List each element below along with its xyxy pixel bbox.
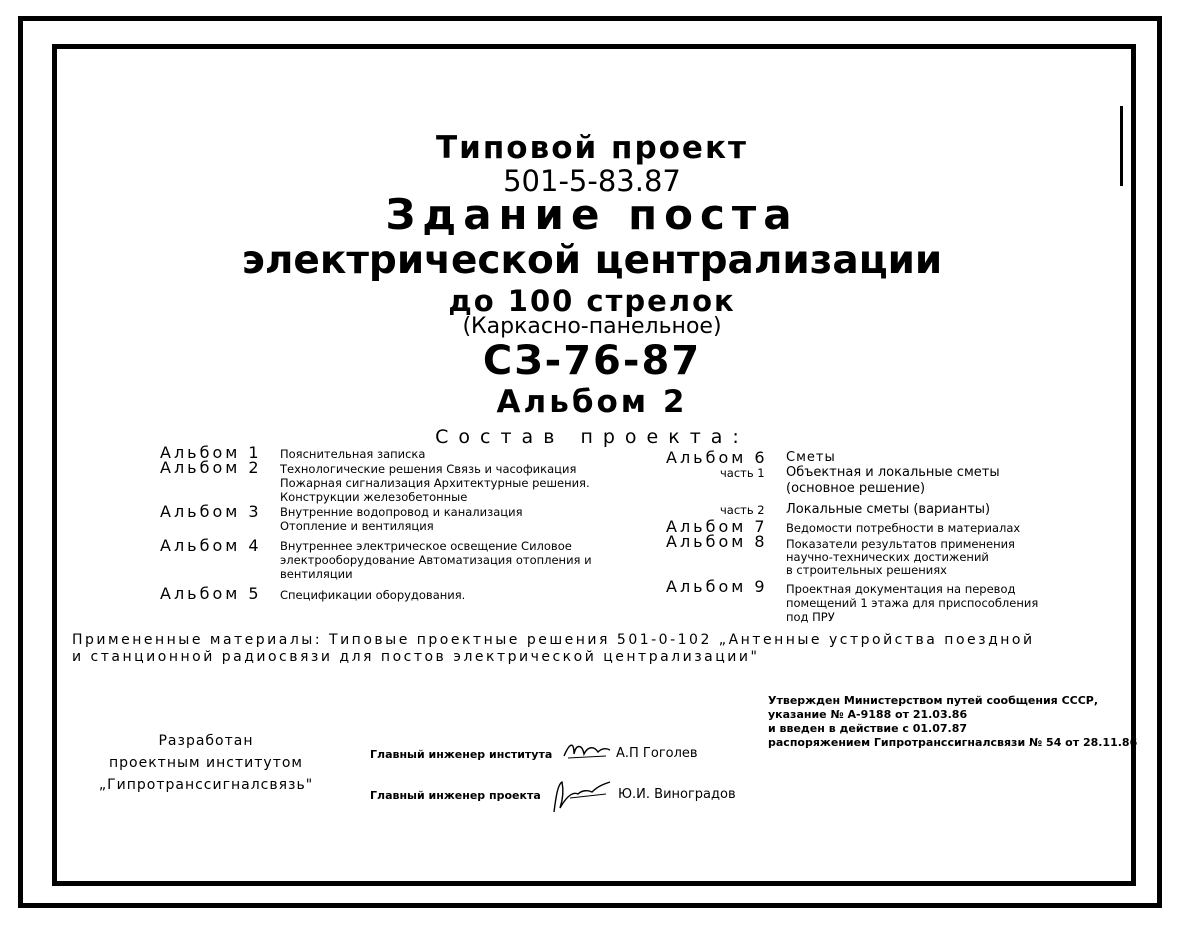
building-subtitle: электрической централизации <box>241 238 943 283</box>
album-1-label: Альбом 1 <box>160 443 262 462</box>
album-2-line: Пожарная сигнализация Архитектурные решения. <box>280 476 590 490</box>
album-3-line: Внутренние водопровод и канализация <box>280 505 523 519</box>
series-code: СЗ-76-87 <box>482 338 702 384</box>
developer-line: Разработан <box>158 733 254 749</box>
part-2-text: Локальные сметы (варианты) <box>786 502 991 517</box>
album-9-line: Проектная документация на перевод <box>786 582 1016 596</box>
signature-role: Главный инженер проекта <box>370 789 541 802</box>
doc-type: Типовой проект <box>436 130 748 166</box>
album-7-label: Альбом 7 <box>666 517 768 536</box>
album-3-label: Альбом 3 <box>160 502 262 521</box>
approval-line: Утвержден Министерством путей сообщения СССР, <box>768 694 1099 707</box>
approval-line: распоряжением Гипротранссигналсвязи № 54 от 28.11.86 <box>768 736 1138 749</box>
album-2-label: Альбом 2 <box>160 458 262 477</box>
album-3-line: Отопление и вентиляция <box>280 519 434 533</box>
album-4-line: Внутреннее электрическое освещение Силовое <box>280 539 572 553</box>
applied-materials-line: Примененные материалы: Типовые проектные решения 501-0-102 „Антенные устройства поездной <box>72 632 1035 648</box>
album-title: Альбом 2 <box>496 384 688 420</box>
album-2-line: Конструкции железобетонные <box>280 490 468 504</box>
developer-line: проектным институтом <box>109 755 303 771</box>
composition-heading: Состав проекта: <box>435 426 749 448</box>
capacity: до 100 стрелок <box>448 284 736 318</box>
part-2-label: часть 2 <box>720 503 765 517</box>
applied-materials <box>72 632 1035 666</box>
album-4-line: вентиляции <box>280 567 353 581</box>
part-1-line: (основное решение) <box>786 481 926 496</box>
signature-role: Главный инженер института <box>370 748 553 761</box>
approval-block <box>768 694 1137 750</box>
album-5-label: Альбом 5 <box>160 584 262 603</box>
construction-type: (Каркасно-панельное) <box>462 314 722 339</box>
approval-line: указание № А-9188 от 21.03.86 <box>768 708 968 721</box>
album-8-line: в строительных решениях <box>786 563 947 577</box>
part-1-line: Объектная и локальные сметы <box>786 465 1000 480</box>
album-6-label: Альбом 6 <box>666 448 768 467</box>
album-6-title: Сметы <box>786 450 836 465</box>
signature-icon <box>548 772 614 816</box>
album-7-text: Ведомости потребности в материалах <box>786 521 1021 535</box>
album-9-line: помещений 1 этажа для приспособления <box>786 596 1039 610</box>
album-8-label: Альбом 8 <box>666 532 768 551</box>
album-2-line: Технологические решения Связь и часофикация <box>280 462 577 476</box>
developer-line: „Гипротранссигналсвязь" <box>98 777 314 793</box>
developer-block <box>96 730 316 796</box>
album-9-line: под ПРУ <box>786 610 835 624</box>
building-title: Здание поста <box>385 190 799 239</box>
approval-line: и введен в действие с 01.07.87 <box>768 722 968 735</box>
signature-name: А.П Гоголев <box>616 746 698 761</box>
album-5-line: Спецификации оборудования. <box>280 588 466 602</box>
album-4-label: Альбом 4 <box>160 536 262 555</box>
part-1-label: часть 1 <box>720 466 765 480</box>
album-1-line: Пояснительная записка <box>280 447 426 461</box>
signature-name: Ю.И. Виноградов <box>618 787 736 802</box>
signature-icon <box>560 738 612 764</box>
album-9-label: Альбом 9 <box>666 577 768 596</box>
project-number: 501-5-83.87 <box>503 164 681 198</box>
album-8-line: Показатели результатов применения <box>786 537 1015 551</box>
album-4-line: электрооборудование Автоматизация отопления и <box>280 553 592 567</box>
applied-materials-line: и станционной радиосвязи для постов электрической централизации" <box>72 649 760 665</box>
album-8-line: научно-технических достижений <box>786 550 989 564</box>
